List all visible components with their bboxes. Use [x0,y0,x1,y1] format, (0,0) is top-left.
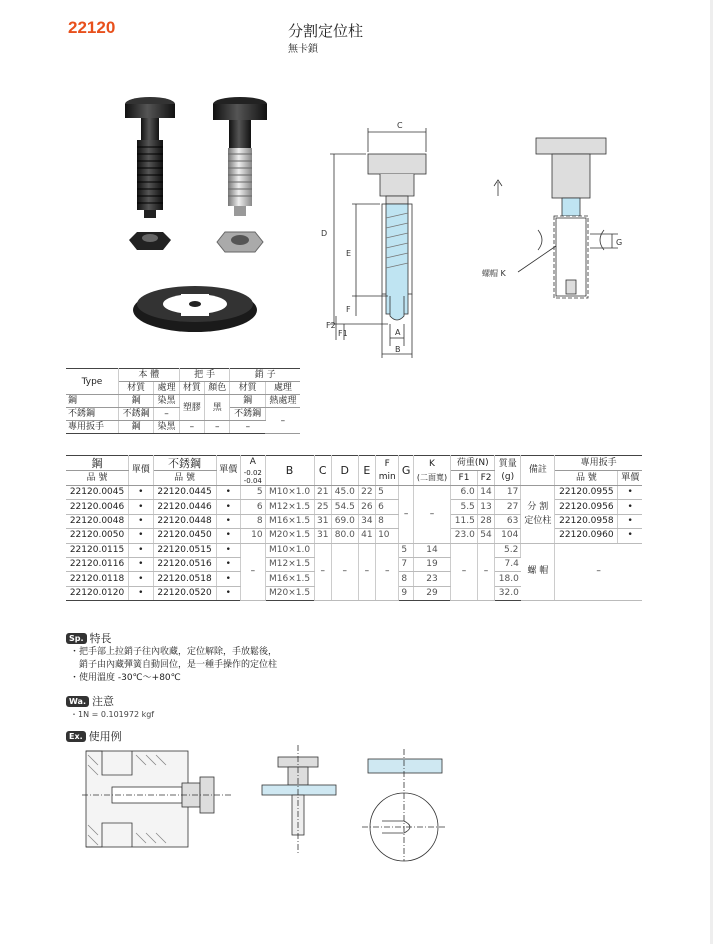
remark-nut: 螺 帽 [521,543,555,601]
notes-heading: Wa. 注意 [66,693,114,709]
features-text: ・把手部上拉銷子往內收藏，定位解除，手放鬆後， 銷子由內藏彈簧自動回位，是一種手操作的定位柱 ・使用溫度 -30℃～+80℃ [70,647,278,683]
table-row: 22120.0118 • 22120.0518 • M16×1.5 8 23 18.0 [66,572,642,586]
dim-A: A [395,328,401,337]
usage-wrench-drawing [362,749,446,861]
examples-heading: Ex. 使用例 [66,728,122,744]
table-header-row: 品 號 品 號 F1 F2 品 號 單價 [66,471,642,486]
table-header-row: 鋼 單價 不銹鋼 單價 A -0.02 -0.04 B C D E F min G K (二面寬) 荷重(N) 質量 (g) 備註 專用扳手 [66,456,642,471]
usage-pin-drawing [262,745,336,855]
part-number: 22120 [68,18,116,37]
wa-tag: Wa. [66,696,89,707]
dim-B: B [395,345,401,354]
ex-tag: Ex. [66,731,86,742]
notes-text: ・1N = 0.101972 kgf [70,710,155,719]
sp-tag: Sp. [66,633,87,644]
dim-F1: F1 [338,329,348,338]
table-row: Type 本 體 把 手 銷 子 [66,369,300,382]
dim-D: D [321,229,328,238]
table-row: 22120.0050 • 22120.0450 • 10 M20×1.5 31 80.0 41 10 23.0 54 104 22120.0960 • [66,529,642,543]
stainless-pin-photo [213,97,267,252]
table-row: 不銹鋼 不銹鋼 – 不銹鋼 – [66,408,300,421]
table-row: 22120.0045 • 22120.0445 • 5 M10×1.0 21 45.0 22 5 – – 6.0 14 17 分 割 定位柱 22120.0955 • [66,486,642,500]
black-pin-photo [125,97,175,250]
page-subtitle: 無卡鎖 [288,44,318,55]
table-row: 22120.0116 • 22120.0516 • M12×1.5 7 19 7.4 [66,557,642,571]
table-row: 22120.0120 • 22120.0520 • M20×1.5 9 29 32.0 [66,586,642,600]
thread-label: 螺帽 K [482,269,506,278]
dim-E: E [346,249,352,258]
table-row: 22120.0048 • 22120.0448 • 8 M16×1.5 31 69.0 34 8 11.5 28 63 22120.0958 • [66,514,642,528]
dimension-drawing [318,118,448,358]
material-spec-table [66,368,300,434]
dim-C: C [397,121,403,130]
features-heading: Sp. 特長 [66,630,112,646]
spec-type-header: Type [66,369,119,395]
dim-G: G [616,238,623,247]
table-row: 專用扳手 鋼 染黑 – – – [66,421,300,434]
usage-drawings [82,745,642,865]
table-row: 鋼 鋼 染黑 塑膠 黑 鋼 熱處理 [66,395,300,408]
dim-F: F [346,305,351,314]
product-photos [115,92,295,342]
wrench-photo [133,286,257,332]
table-row: 材質 處理 材質 顏色 材質 處理 [66,382,300,395]
table-row: 22120.0046 • 22120.0446 • 6 M12×1.5 25 54.5 26 6 5.5 13 27 22120.0956 • [66,500,642,514]
table-row: 22120.0115 • 22120.0515 • – M10×1.0 – – – – 5 14 – – 5.2 螺 帽 – [66,543,642,557]
usage-assembly-drawing [82,751,232,847]
dim-F2: F2 [326,321,336,330]
remark-pin: 分 割 定位柱 [521,486,555,544]
page-title: 分割定位柱 [288,22,364,40]
dimension-table [66,455,642,601]
nut-drawing [478,130,628,310]
